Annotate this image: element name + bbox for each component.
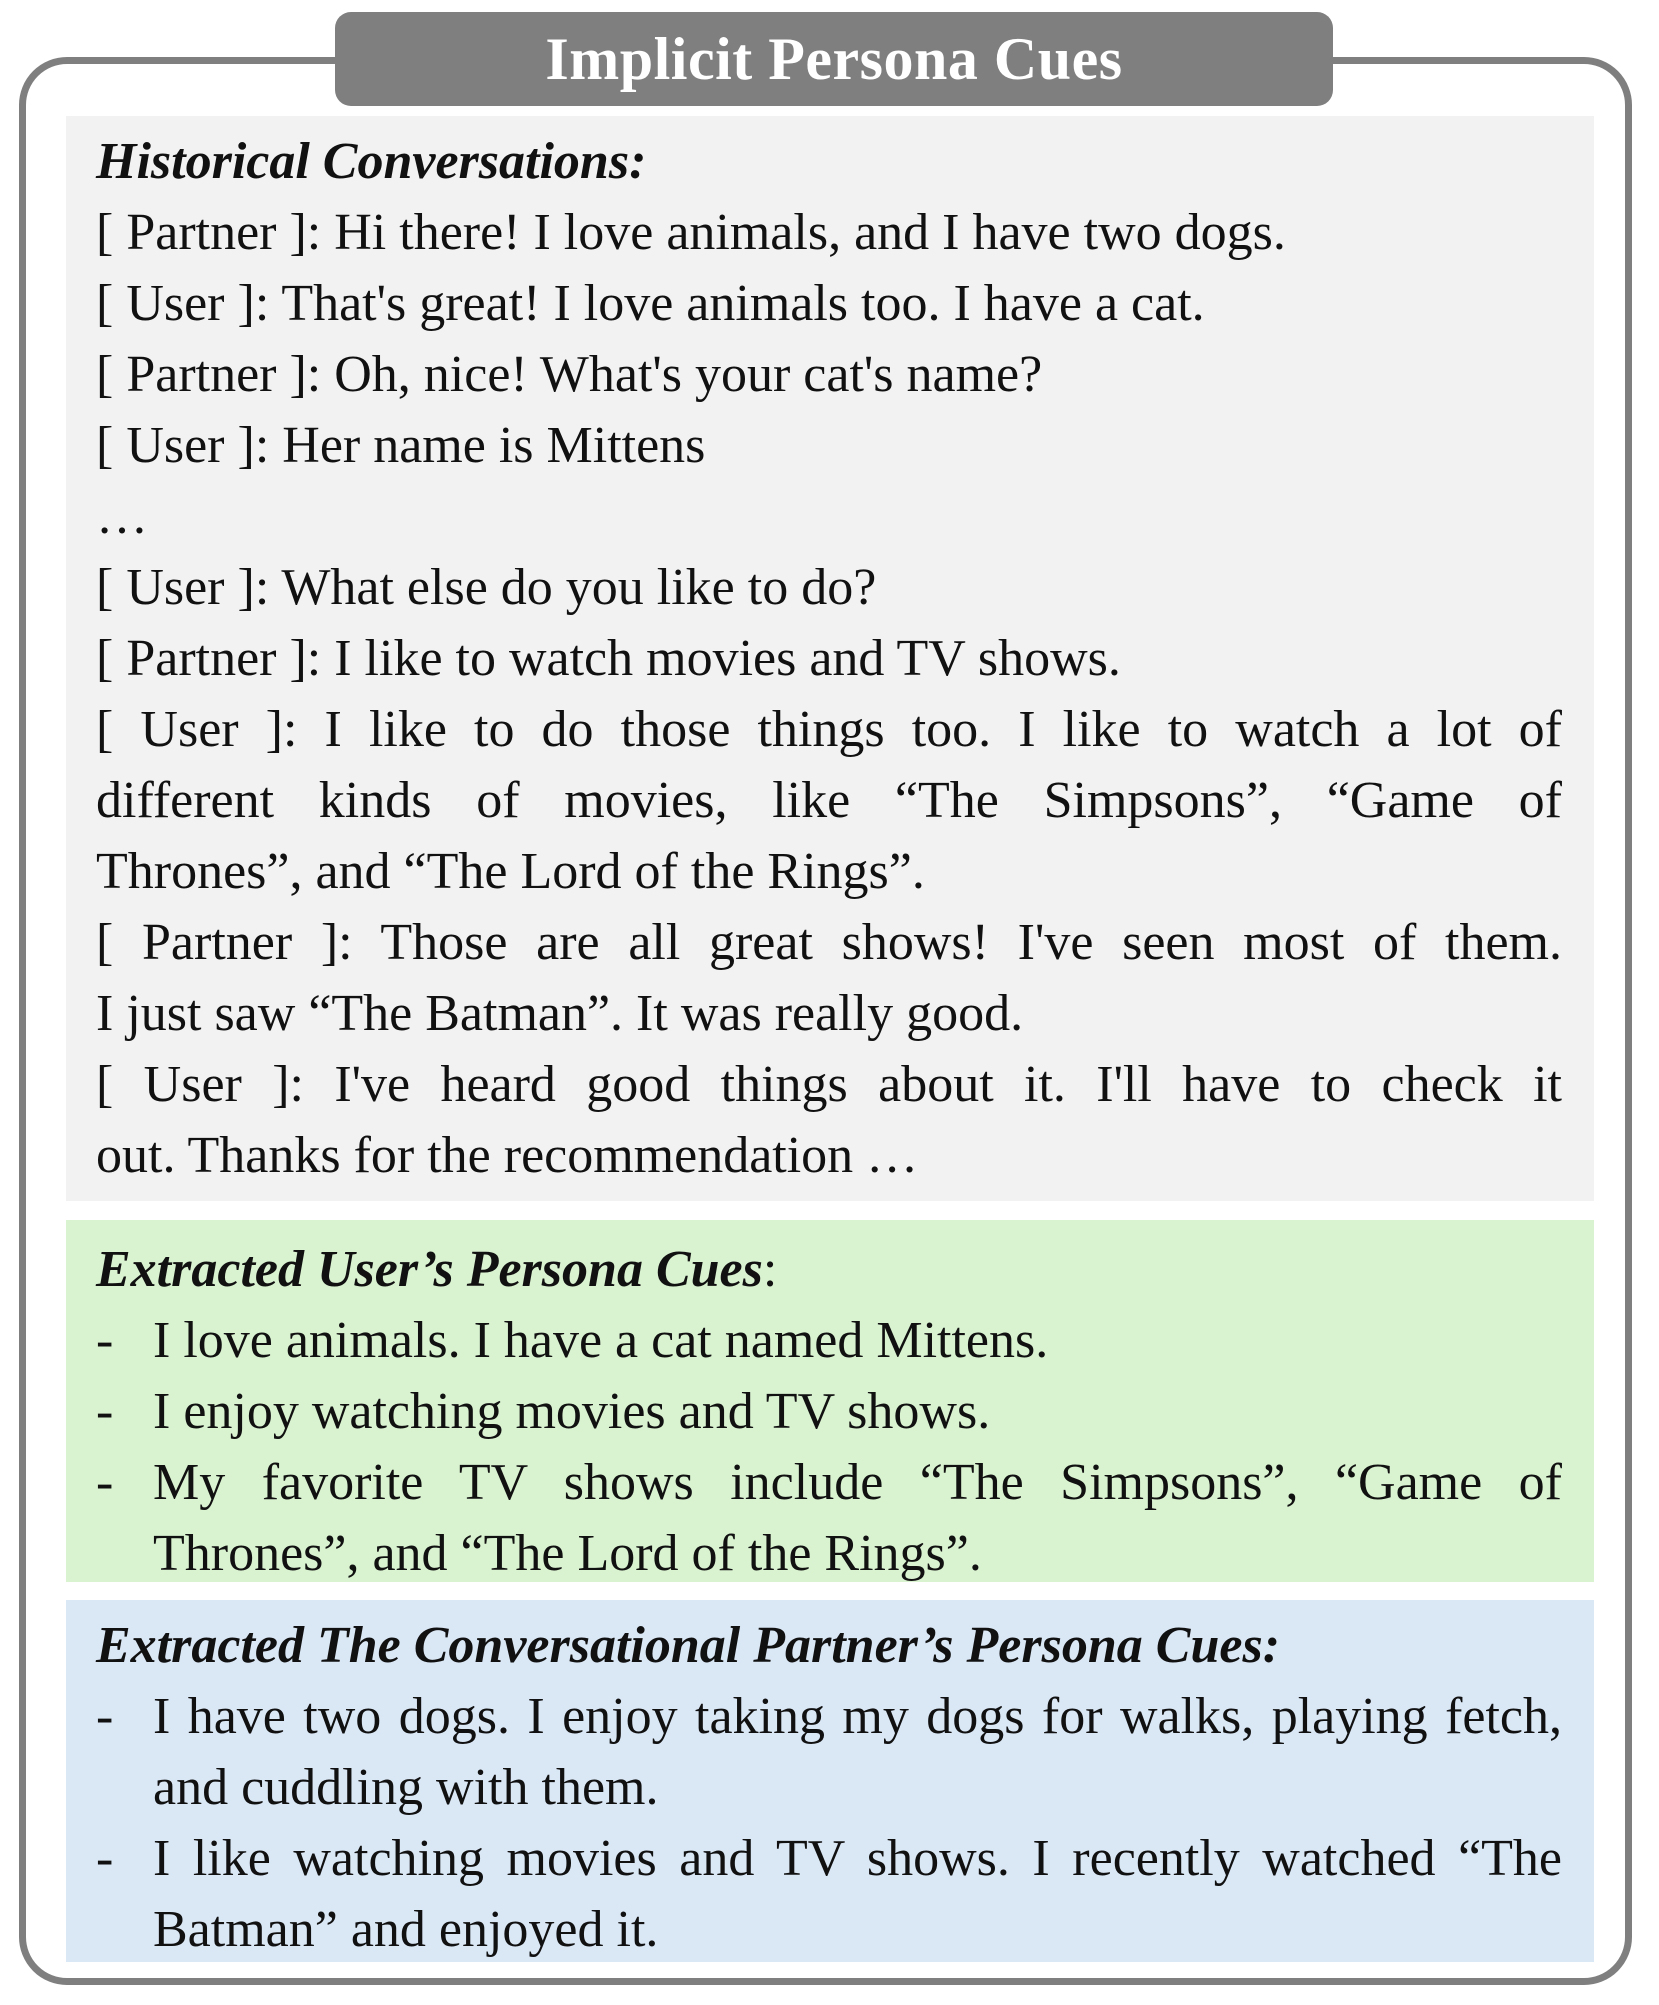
dialogue-line: [ User ]: What else do you like to do? (96, 559, 877, 616)
partner-cue-item (96, 1823, 1562, 1965)
dialogue-line: [ User ]: Her name is Mittens (96, 417, 706, 474)
dialogue-line: I just saw “The Batman”. It was really good. (96, 985, 1024, 1042)
bullet-dash: - (96, 1830, 114, 1887)
partner-cues-heading: Extracted The Conversational Partner’s Persona Cues: (96, 1617, 1281, 1674)
diagram-title: Implicit Persona Cues (335, 12, 1333, 106)
user-cue-text: I love animals. I have a cat named Mittens. (153, 1312, 1049, 1369)
dialogue-line: [ Partner ]: I like to watch movies and TV shows. (96, 630, 1121, 687)
partner-cue-item (96, 1681, 1562, 1823)
dialogue-line: [ User ]: That's great! I love animals too. I have a cat. (96, 275, 1205, 332)
dialogue-line: [ Partner ]: Those are all great shows! I've seen most of them. (96, 914, 1562, 971)
dialogue-line: [ User ]: I've heard good things about it. I'll have to check it (96, 1056, 1562, 1113)
bullet-dash: - (96, 1383, 114, 1440)
bullet-dash: - (96, 1312, 114, 1369)
dialogue-line: Thrones”, and “The Lord of the Rings”. (96, 843, 925, 900)
partner-persona-cues-panel (66, 1600, 1594, 1962)
dialogue-line: out. Thanks for the recommendation … (96, 1127, 919, 1184)
user-cue-item (96, 1305, 1562, 1376)
user-persona-cues-panel (66, 1220, 1594, 1582)
dialogue-line: different kinds of movies, like “The Simpsons”, “Game of (96, 772, 1562, 829)
dialogue-line: [ Partner ]: Oh, nice! What's your cat's name? (96, 346, 1043, 403)
history-heading: Historical Conversations: (96, 133, 647, 190)
bullet-dash: - (96, 1688, 114, 1745)
user-cue-item (96, 1447, 1562, 1589)
user-cues-heading-colon: : (762, 1241, 778, 1298)
user-cues-heading: Extracted User’s Persona Cues (96, 1241, 763, 1298)
partner-cue-text: I like watching movies and TV shows. I recently watched “The Batman” and enjoyed it. (153, 1830, 1562, 1958)
user-cue-item (96, 1376, 1562, 1447)
user-cue-text: My favorite TV shows include “The Simpsons”, “Game of Thrones”, and “The Lord of the Rings”. (153, 1454, 1562, 1582)
bullet-dash: - (96, 1454, 114, 1511)
user-cue-text: I enjoy watching movies and TV shows. (153, 1383, 991, 1440)
user-cues-heading-row (96, 1234, 1562, 1305)
dialogue-line: [ User ]: I like to do those things too. I like to watch a lot of (96, 701, 1562, 758)
historical-conversations-panel (66, 116, 1594, 1201)
ellipsis-line: … (96, 488, 148, 545)
dialogue-line: [ Partner ]: Hi there! I love animals, and I have two dogs. (96, 204, 1286, 261)
partner-cue-text: I have two dogs. I enjoy taking my dogs for walks, playing fetch, and cuddling with them. (153, 1688, 1562, 1816)
